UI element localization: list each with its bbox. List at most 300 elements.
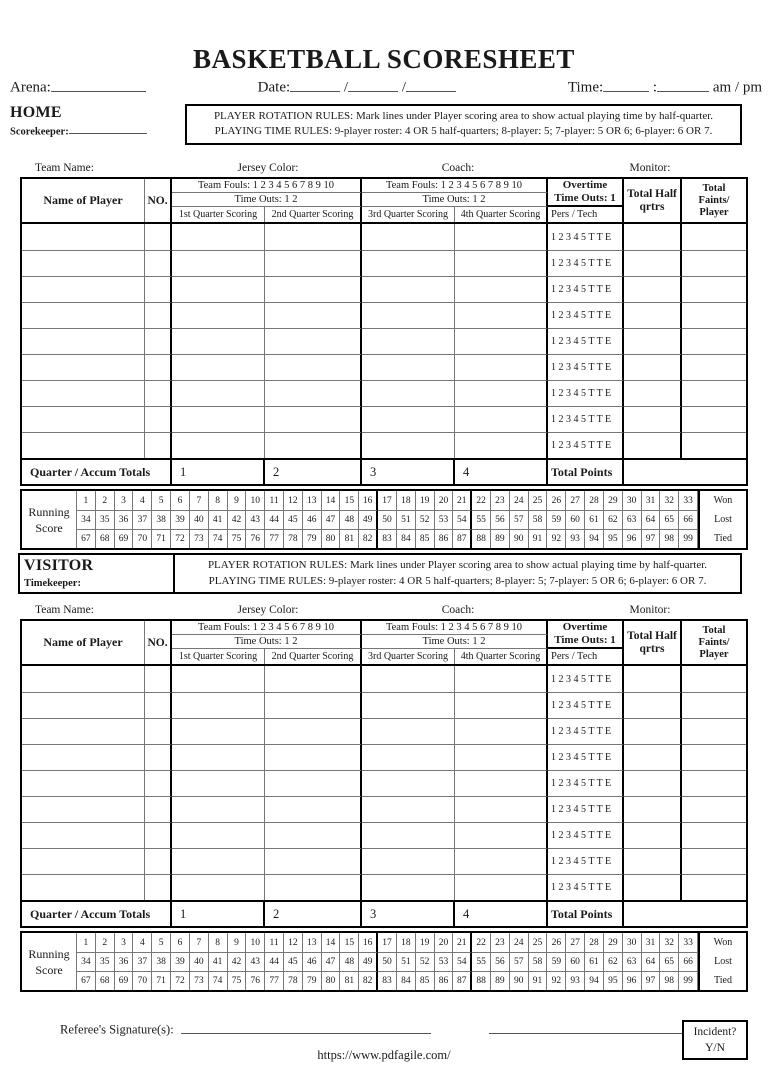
player-number-cell[interactable] <box>145 250 172 276</box>
running-score-cell[interactable]: 97 <box>642 971 661 990</box>
running-score-cell[interactable]: 69 <box>115 971 134 990</box>
q3-scoring-cell[interactable] <box>362 328 455 354</box>
total-faints-cell[interactable] <box>682 848 746 874</box>
running-score-cell[interactable]: 85 <box>416 971 435 990</box>
total-faints-cell[interactable] <box>682 328 746 354</box>
q4-total-cell[interactable]: 4 <box>455 902 548 926</box>
q1-scoring-cell[interactable] <box>172 874 265 900</box>
running-score-cell[interactable]: 91 <box>529 529 548 548</box>
total-faints-cell[interactable] <box>682 796 746 822</box>
q1-scoring-cell[interactable] <box>172 848 265 874</box>
running-score-cell[interactable]: 33 <box>679 933 698 952</box>
running-score-cell[interactable]: 59 <box>547 952 566 971</box>
total-faints-cell[interactable] <box>682 666 746 692</box>
running-score-cell[interactable]: 31 <box>642 491 661 510</box>
total-half-cell[interactable] <box>624 822 682 848</box>
running-score-cell[interactable]: 51 <box>397 510 416 529</box>
running-score-cell[interactable]: 77 <box>265 529 284 548</box>
total-faints-cell[interactable] <box>682 380 746 406</box>
running-score-cell[interactable]: 64 <box>642 510 661 529</box>
arena-blank[interactable] <box>51 78 146 92</box>
q3-scoring-cell[interactable] <box>362 822 455 848</box>
total-half-cell[interactable] <box>624 770 682 796</box>
running-score-cell[interactable]: 41 <box>209 952 228 971</box>
total-half-cell[interactable] <box>624 692 682 718</box>
q1-scoring-cell[interactable] <box>172 770 265 796</box>
q1-scoring-cell[interactable] <box>172 692 265 718</box>
player-name-cell[interactable] <box>22 796 145 822</box>
total-half-cell[interactable] <box>624 796 682 822</box>
q3-scoring-cell[interactable] <box>362 380 455 406</box>
running-score-cell[interactable]: 89 <box>491 529 510 548</box>
running-score-cell[interactable]: 20 <box>435 491 454 510</box>
running-score-cell[interactable]: 74 <box>209 971 228 990</box>
player-name-cell[interactable] <box>22 822 145 848</box>
player-number-cell[interactable] <box>145 692 172 718</box>
running-score-cell[interactable]: 75 <box>228 529 247 548</box>
running-score-cell[interactable]: 65 <box>660 952 679 971</box>
running-score-cell[interactable]: 27 <box>566 491 585 510</box>
running-score-cell[interactable]: 88 <box>472 971 491 990</box>
running-score-cell[interactable]: 3 <box>115 933 134 952</box>
player-number-cell[interactable] <box>145 822 172 848</box>
q2-scoring-cell[interactable] <box>265 744 362 770</box>
q2-scoring-cell[interactable] <box>265 770 362 796</box>
q2-scoring-cell[interactable] <box>265 380 362 406</box>
running-score-cell[interactable]: 15 <box>340 933 359 952</box>
running-score-cell[interactable]: 47 <box>322 510 341 529</box>
q3-scoring-cell[interactable] <box>362 692 455 718</box>
running-score-cell[interactable]: 28 <box>585 491 604 510</box>
running-score-cell[interactable]: 73 <box>190 971 209 990</box>
q3-scoring-cell[interactable] <box>362 744 455 770</box>
date-blank-2[interactable] <box>348 78 398 92</box>
running-score-cell[interactable]: 43 <box>246 952 265 971</box>
lost-label[interactable]: Lost <box>714 956 732 968</box>
running-score-cell[interactable]: 6 <box>171 933 190 952</box>
running-score-cell[interactable]: 14 <box>322 933 341 952</box>
q3-scoring-cell[interactable] <box>362 848 455 874</box>
running-score-cell[interactable]: 18 <box>397 933 416 952</box>
total-half-cell[interactable] <box>624 406 682 432</box>
running-score-cell[interactable]: 62 <box>604 952 623 971</box>
running-score-cell[interactable]: 85 <box>416 529 435 548</box>
total-faints-cell[interactable] <box>682 718 746 744</box>
running-score-cell[interactable]: 9 <box>228 491 247 510</box>
running-score-cell[interactable]: 2 <box>96 491 115 510</box>
running-score-cell[interactable]: 66 <box>679 510 698 529</box>
running-score-cell[interactable]: 6 <box>171 491 190 510</box>
q4-scoring-cell[interactable] <box>455 848 548 874</box>
q4-scoring-cell[interactable] <box>455 406 548 432</box>
running-score-cell[interactable]: 74 <box>209 529 228 548</box>
grand-total-cell[interactable] <box>624 902 746 926</box>
running-score-cell[interactable]: 41 <box>209 510 228 529</box>
q2-scoring-cell[interactable] <box>265 822 362 848</box>
running-score-cell[interactable]: 96 <box>623 529 642 548</box>
running-score-cell[interactable]: 60 <box>566 510 585 529</box>
running-score-cell[interactable]: 81 <box>340 971 359 990</box>
running-score-cell[interactable]: 57 <box>510 510 529 529</box>
running-score-cell[interactable]: 61 <box>585 952 604 971</box>
running-score-cell[interactable]: 36 <box>115 952 134 971</box>
total-faints-cell[interactable] <box>682 692 746 718</box>
running-score-cell[interactable]: 99 <box>679 971 698 990</box>
player-number-cell[interactable] <box>145 406 172 432</box>
running-score-cell[interactable]: 68 <box>96 971 115 990</box>
total-faints-cell[interactable] <box>682 276 746 302</box>
total-half-cell[interactable] <box>624 328 682 354</box>
running-score-cell[interactable]: 5 <box>152 933 171 952</box>
total-half-cell[interactable] <box>624 848 682 874</box>
total-faints-cell[interactable] <box>682 224 746 250</box>
player-name-cell[interactable] <box>22 692 145 718</box>
scorekeeper-blank[interactable] <box>69 125 147 134</box>
total-faints-cell[interactable] <box>682 302 746 328</box>
q4-scoring-cell[interactable] <box>455 718 548 744</box>
running-score-cell[interactable]: 34 <box>77 952 96 971</box>
total-half-cell[interactable] <box>624 666 682 692</box>
player-number-cell[interactable] <box>145 328 172 354</box>
running-score-cell[interactable]: 9 <box>228 933 247 952</box>
running-score-cell[interactable]: 50 <box>378 510 397 529</box>
q4-scoring-cell[interactable] <box>455 692 548 718</box>
running-score-cell[interactable]: 96 <box>623 971 642 990</box>
q1-scoring-cell[interactable] <box>172 354 265 380</box>
date-blank-1[interactable] <box>290 78 340 92</box>
running-score-cell[interactable]: 53 <box>435 952 454 971</box>
running-score-cell[interactable]: 78 <box>284 529 303 548</box>
running-score-cell[interactable]: 40 <box>190 952 209 971</box>
running-score-cell[interactable]: 21 <box>453 933 472 952</box>
running-score-cell[interactable]: 31 <box>642 933 661 952</box>
running-score-cell[interactable]: 88 <box>472 529 491 548</box>
running-score-cell[interactable]: 44 <box>265 510 284 529</box>
total-faints-cell[interactable] <box>682 874 746 900</box>
lost-label[interactable]: Lost <box>714 514 732 526</box>
player-name-cell[interactable] <box>22 250 145 276</box>
running-score-cell[interactable]: 32 <box>660 491 679 510</box>
q2-scoring-cell[interactable] <box>265 796 362 822</box>
running-score-cell[interactable]: 32 <box>660 933 679 952</box>
running-score-cell[interactable]: 82 <box>359 529 378 548</box>
running-score-cell[interactable]: 10 <box>246 933 265 952</box>
running-score-cell[interactable]: 60 <box>566 952 585 971</box>
running-score-cell[interactable]: 3 <box>115 491 134 510</box>
q1-total-cell[interactable]: 1 <box>172 460 265 484</box>
running-score-cell[interactable]: 10 <box>246 491 265 510</box>
player-number-cell[interactable] <box>145 224 172 250</box>
running-score-cell[interactable]: 83 <box>378 529 397 548</box>
q1-total-cell[interactable]: 1 <box>172 902 265 926</box>
running-score-cell[interactable]: 36 <box>115 510 134 529</box>
running-score-cell[interactable]: 83 <box>378 971 397 990</box>
running-score-cell[interactable]: 19 <box>416 933 435 952</box>
running-score-cell[interactable]: 56 <box>491 510 510 529</box>
q2-scoring-cell[interactable] <box>265 250 362 276</box>
running-score-cell[interactable]: 91 <box>529 971 548 990</box>
running-score-cell[interactable]: 61 <box>585 510 604 529</box>
q4-scoring-cell[interactable] <box>455 796 548 822</box>
q4-scoring-cell[interactable] <box>455 302 548 328</box>
running-score-cell[interactable]: 4 <box>133 491 152 510</box>
time-blank-hour[interactable] <box>603 78 649 92</box>
total-half-cell[interactable] <box>624 380 682 406</box>
player-name-cell[interactable] <box>22 848 145 874</box>
running-score-cell[interactable]: 46 <box>303 510 322 529</box>
running-score-cell[interactable]: 54 <box>453 952 472 971</box>
running-score-cell[interactable]: 27 <box>566 933 585 952</box>
running-score-cell[interactable]: 8 <box>209 491 228 510</box>
running-score-cell[interactable]: 49 <box>359 952 378 971</box>
running-score-cell[interactable]: 2 <box>96 933 115 952</box>
won-label[interactable]: Won <box>713 937 733 949</box>
q1-scoring-cell[interactable] <box>172 796 265 822</box>
running-score-cell[interactable]: 59 <box>547 510 566 529</box>
player-number-cell[interactable] <box>145 380 172 406</box>
q3-scoring-cell[interactable] <box>362 250 455 276</box>
q2-scoring-cell[interactable] <box>265 224 362 250</box>
total-half-cell[interactable] <box>624 250 682 276</box>
running-score-cell[interactable]: 80 <box>322 971 341 990</box>
running-score-cell[interactable]: 42 <box>228 510 247 529</box>
player-name-cell[interactable] <box>22 328 145 354</box>
q3-scoring-cell[interactable] <box>362 406 455 432</box>
running-score-cell[interactable]: 19 <box>416 491 435 510</box>
running-score-cell[interactable]: 37 <box>133 510 152 529</box>
q1-scoring-cell[interactable] <box>172 744 265 770</box>
player-number-cell[interactable] <box>145 302 172 328</box>
running-score-cell[interactable]: 77 <box>265 971 284 990</box>
q4-scoring-cell[interactable] <box>455 770 548 796</box>
q1-scoring-cell[interactable] <box>172 380 265 406</box>
running-score-cell[interactable]: 72 <box>171 971 190 990</box>
running-score-cell[interactable]: 49 <box>359 510 378 529</box>
time-blank-minute[interactable] <box>657 78 709 92</box>
q2-scoring-cell[interactable] <box>265 276 362 302</box>
q3-scoring-cell[interactable] <box>362 718 455 744</box>
total-half-cell[interactable] <box>624 224 682 250</box>
running-score-cell[interactable]: 94 <box>585 971 604 990</box>
running-score-cell[interactable]: 20 <box>435 933 454 952</box>
running-score-cell[interactable]: 67 <box>77 529 96 548</box>
running-score-cell[interactable]: 63 <box>623 510 642 529</box>
q3-scoring-cell[interactable] <box>362 874 455 900</box>
total-faints-cell[interactable] <box>682 406 746 432</box>
running-score-cell[interactable]: 25 <box>529 933 548 952</box>
running-score-cell[interactable]: 7 <box>190 933 209 952</box>
running-score-cell[interactable]: 98 <box>660 971 679 990</box>
running-score-cell[interactable]: 65 <box>660 510 679 529</box>
player-number-cell[interactable] <box>145 718 172 744</box>
running-score-cell[interactable]: 71 <box>152 529 171 548</box>
running-score-cell[interactable]: 98 <box>660 529 679 548</box>
running-score-cell[interactable]: 44 <box>265 952 284 971</box>
running-score-cell[interactable]: 89 <box>491 971 510 990</box>
running-score-cell[interactable]: 11 <box>265 491 284 510</box>
q4-scoring-cell[interactable] <box>455 224 548 250</box>
q3-scoring-cell[interactable] <box>362 224 455 250</box>
q4-total-cell[interactable]: 4 <box>455 460 548 484</box>
running-score-cell[interactable]: 5 <box>152 491 171 510</box>
running-score-cell[interactable]: 13 <box>303 491 322 510</box>
date-blank-3[interactable] <box>406 78 456 92</box>
q2-scoring-cell[interactable] <box>265 406 362 432</box>
running-score-cell[interactable]: 40 <box>190 510 209 529</box>
running-score-cell[interactable]: 16 <box>359 491 378 510</box>
running-score-cell[interactable]: 99 <box>679 529 698 548</box>
running-score-cell[interactable]: 24 <box>510 491 529 510</box>
player-name-cell[interactable] <box>22 432 145 458</box>
total-faints-cell[interactable] <box>682 744 746 770</box>
q3-scoring-cell[interactable] <box>362 276 455 302</box>
running-score-cell[interactable]: 87 <box>453 971 472 990</box>
q4-scoring-cell[interactable] <box>455 354 548 380</box>
player-number-cell[interactable] <box>145 796 172 822</box>
running-score-cell[interactable]: 93 <box>566 529 585 548</box>
running-score-cell[interactable]: 25 <box>529 491 548 510</box>
running-score-cell[interactable]: 28 <box>585 933 604 952</box>
q2-total-cell[interactable]: 2 <box>265 460 362 484</box>
q1-scoring-cell[interactable] <box>172 432 265 458</box>
player-name-cell[interactable] <box>22 718 145 744</box>
q1-scoring-cell[interactable] <box>172 406 265 432</box>
running-score-cell[interactable]: 54 <box>453 510 472 529</box>
running-score-cell[interactable]: 15 <box>340 491 359 510</box>
running-score-cell[interactable]: 52 <box>416 510 435 529</box>
running-score-cell[interactable]: 55 <box>472 952 491 971</box>
q3-total-cell[interactable]: 3 <box>362 460 455 484</box>
running-score-cell[interactable]: 7 <box>190 491 209 510</box>
q3-scoring-cell[interactable] <box>362 666 455 692</box>
total-half-cell[interactable] <box>624 744 682 770</box>
won-label[interactable]: Won <box>713 495 733 507</box>
q4-scoring-cell[interactable] <box>455 744 548 770</box>
running-score-cell[interactable]: 38 <box>152 510 171 529</box>
signature-blank-1[interactable] <box>181 1022 431 1033</box>
q2-scoring-cell[interactable] <box>265 874 362 900</box>
player-name-cell[interactable] <box>22 666 145 692</box>
q1-scoring-cell[interactable] <box>172 666 265 692</box>
running-score-cell[interactable]: 79 <box>303 529 322 548</box>
running-score-cell[interactable]: 82 <box>359 971 378 990</box>
q1-scoring-cell[interactable] <box>172 276 265 302</box>
running-score-cell[interactable]: 29 <box>604 933 623 952</box>
q3-scoring-cell[interactable] <box>362 796 455 822</box>
running-score-cell[interactable]: 13 <box>303 933 322 952</box>
running-score-cell[interactable]: 12 <box>284 491 303 510</box>
running-score-cell[interactable]: 70 <box>133 971 152 990</box>
running-score-cell[interactable]: 76 <box>246 971 265 990</box>
running-score-cell[interactable]: 69 <box>115 529 134 548</box>
running-score-cell[interactable]: 78 <box>284 971 303 990</box>
q4-scoring-cell[interactable] <box>455 380 548 406</box>
running-score-cell[interactable]: 86 <box>435 971 454 990</box>
running-score-cell[interactable]: 17 <box>378 933 397 952</box>
running-score-cell[interactable]: 73 <box>190 529 209 548</box>
q2-scoring-cell[interactable] <box>265 692 362 718</box>
running-score-cell[interactable]: 43 <box>246 510 265 529</box>
running-score-cell[interactable]: 35 <box>96 952 115 971</box>
running-score-cell[interactable]: 95 <box>604 529 623 548</box>
running-score-cell[interactable]: 92 <box>547 971 566 990</box>
running-score-cell[interactable]: 64 <box>642 952 661 971</box>
running-score-cell[interactable]: 55 <box>472 510 491 529</box>
running-score-cell[interactable]: 70 <box>133 529 152 548</box>
total-faints-cell[interactable] <box>682 822 746 848</box>
player-number-cell[interactable] <box>145 276 172 302</box>
player-name-cell[interactable] <box>22 302 145 328</box>
q4-scoring-cell[interactable] <box>455 276 548 302</box>
running-score-cell[interactable]: 26 <box>547 933 566 952</box>
running-score-cell[interactable]: 8 <box>209 933 228 952</box>
total-faints-cell[interactable] <box>682 432 746 458</box>
running-score-cell[interactable]: 90 <box>510 529 529 548</box>
player-number-cell[interactable] <box>145 432 172 458</box>
q4-scoring-cell[interactable] <box>455 874 548 900</box>
running-score-cell[interactable]: 48 <box>340 952 359 971</box>
running-score-cell[interactable]: 29 <box>604 491 623 510</box>
running-score-cell[interactable]: 75 <box>228 971 247 990</box>
q2-scoring-cell[interactable] <box>265 848 362 874</box>
footer-url[interactable]: https://www.pdfagile.com/ <box>317 1047 451 1062</box>
running-score-cell[interactable]: 80 <box>322 529 341 548</box>
running-score-cell[interactable]: 94 <box>585 529 604 548</box>
running-score-cell[interactable]: 35 <box>96 510 115 529</box>
running-score-cell[interactable]: 50 <box>378 952 397 971</box>
running-score-cell[interactable]: 62 <box>604 510 623 529</box>
running-score-cell[interactable]: 23 <box>491 491 510 510</box>
running-score-cell[interactable]: 51 <box>397 952 416 971</box>
running-score-cell[interactable]: 46 <box>303 952 322 971</box>
q3-scoring-cell[interactable] <box>362 432 455 458</box>
running-score-cell[interactable]: 92 <box>547 529 566 548</box>
running-score-cell[interactable]: 76 <box>246 529 265 548</box>
q2-total-cell[interactable]: 2 <box>265 902 362 926</box>
player-name-cell[interactable] <box>22 276 145 302</box>
running-score-cell[interactable]: 53 <box>435 510 454 529</box>
total-half-cell[interactable] <box>624 276 682 302</box>
running-score-cell[interactable]: 47 <box>322 952 341 971</box>
running-score-cell[interactable]: 86 <box>435 529 454 548</box>
running-score-cell[interactable]: 11 <box>265 933 284 952</box>
running-score-cell[interactable]: 56 <box>491 952 510 971</box>
running-score-cell[interactable]: 72 <box>171 529 190 548</box>
total-half-cell[interactable] <box>624 432 682 458</box>
running-score-cell[interactable]: 1 <box>77 933 96 952</box>
total-faints-cell[interactable] <box>682 250 746 276</box>
running-score-cell[interactable]: 71 <box>152 971 171 990</box>
player-name-cell[interactable] <box>22 224 145 250</box>
tied-label[interactable]: Tied <box>714 533 732 545</box>
player-number-cell[interactable] <box>145 744 172 770</box>
running-score-cell[interactable]: 23 <box>491 933 510 952</box>
q2-scoring-cell[interactable] <box>265 666 362 692</box>
running-score-cell[interactable]: 18 <box>397 491 416 510</box>
q4-scoring-cell[interactable] <box>455 432 548 458</box>
running-score-cell[interactable]: 42 <box>228 952 247 971</box>
running-score-cell[interactable]: 24 <box>510 933 529 952</box>
player-number-cell[interactable] <box>145 848 172 874</box>
running-score-cell[interactable]: 63 <box>623 952 642 971</box>
running-score-cell[interactable]: 33 <box>679 491 698 510</box>
running-score-cell[interactable]: 12 <box>284 933 303 952</box>
total-faints-cell[interactable] <box>682 770 746 796</box>
running-score-cell[interactable]: 39 <box>171 952 190 971</box>
q4-scoring-cell[interactable] <box>455 822 548 848</box>
running-score-cell[interactable]: 97 <box>642 529 661 548</box>
player-name-cell[interactable] <box>22 770 145 796</box>
